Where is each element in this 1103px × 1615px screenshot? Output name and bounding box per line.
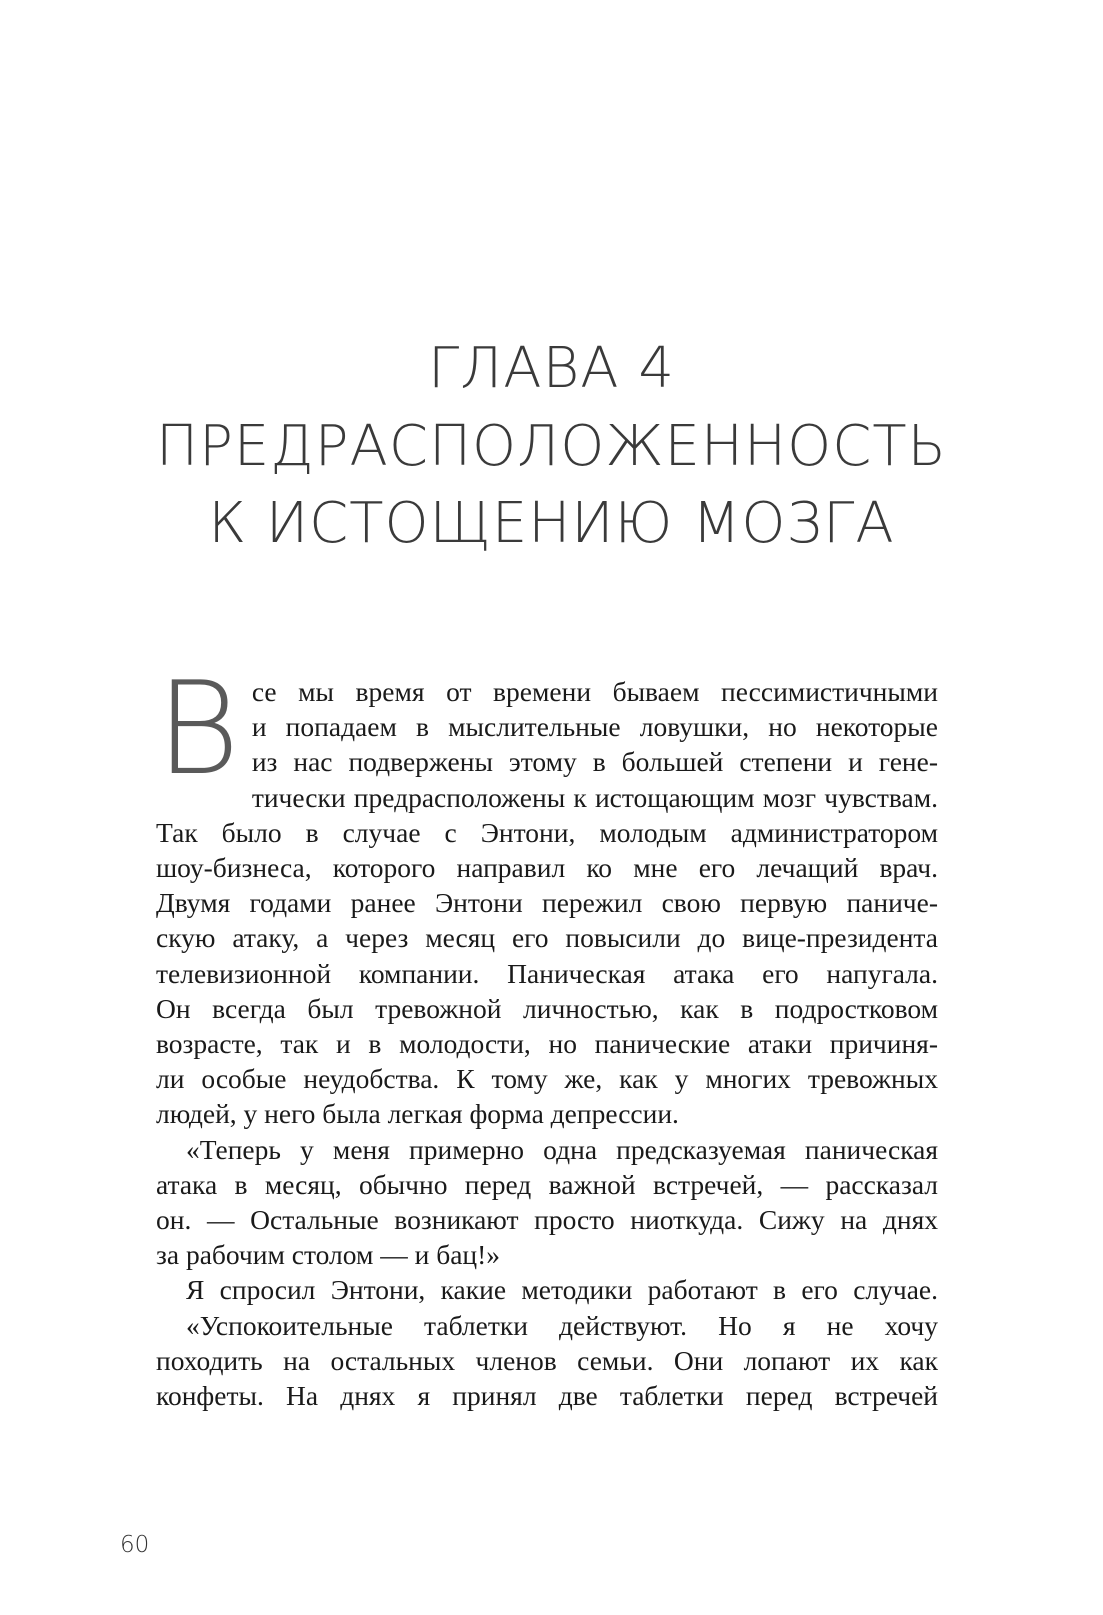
text-line: телевизионной компании. Паническая атака его напугала.	[156, 957, 938, 989]
text-line: Я спросил Энтони, какие методики работают в его случае.	[186, 1274, 938, 1306]
chapter-heading	[0, 330, 1103, 562]
paragraph-2	[156, 1132, 938, 1273]
text-line: шоу-бизнеса, которого направил ко мне его лечащий врач.	[156, 852, 938, 884]
text-line: людей, у него была легкая форма депрессии.	[156, 1098, 679, 1130]
text-line: за рабочим столом — и бац!»	[156, 1239, 501, 1271]
chapter-title-line-1: ПРЕДРАСПОЛОЖЕННОСТЬ	[156, 414, 947, 479]
text-line: возрасте, так и в молодости, но панические атаки причиня-	[156, 1028, 938, 1060]
text-line: се мы время от времени бываем пессимистичными	[251, 676, 938, 707]
text-line: конфеты. На днях я принял две таблетки перед встречей	[156, 1380, 938, 1412]
paragraph-3	[156, 1272, 938, 1307]
text-line: атака в месяц, обычно перед важной встречей, — рассказал	[156, 1168, 938, 1200]
text-line: скую атаку, а через месяц его повысили до вице-президента	[156, 922, 938, 954]
body-text	[156, 655, 938, 1413]
text-line: ли особые неудобства. К тому же, как у многих тревожных	[156, 1063, 938, 1095]
text-line: Двумя годами ранее Энтони пережил свою первую паниче-	[156, 887, 938, 919]
paragraph-1	[156, 655, 938, 1132]
chapter-number: ГЛАВА 4	[427, 336, 676, 401]
paragraph-4	[156, 1308, 938, 1414]
text-line: из нас подвержены этому в большей степени и гене-	[251, 746, 938, 778]
chapter-title-line-2: К ИСТОЩЕНИЮ МОЗГА	[208, 491, 895, 556]
text-line: «Теперь у меня примерно одна предсказуемая паническая	[186, 1133, 938, 1165]
drop-cap: В	[156, 655, 240, 804]
page-number: 60	[120, 1532, 150, 1558]
text-line: походить на остальных членов семьи. Они лопают их как	[156, 1344, 938, 1376]
text-line: Так было в случае с Энтони, молодым администратором	[156, 816, 938, 848]
text-line: «Успокоительные таблетки действуют. Но я не хочу	[186, 1309, 938, 1341]
text-line: и попадаем в мыслительные ловушки, но некоторые	[251, 711, 938, 743]
text-line: Он всегда был тревожной личностью, как в подростковом	[156, 992, 938, 1024]
text-line: тически предрасположены к истощающим мозг чувствам.	[251, 781, 938, 813]
text-line: он. — Остальные возникают просто ниоткуда. Сижу на днях	[156, 1204, 938, 1236]
